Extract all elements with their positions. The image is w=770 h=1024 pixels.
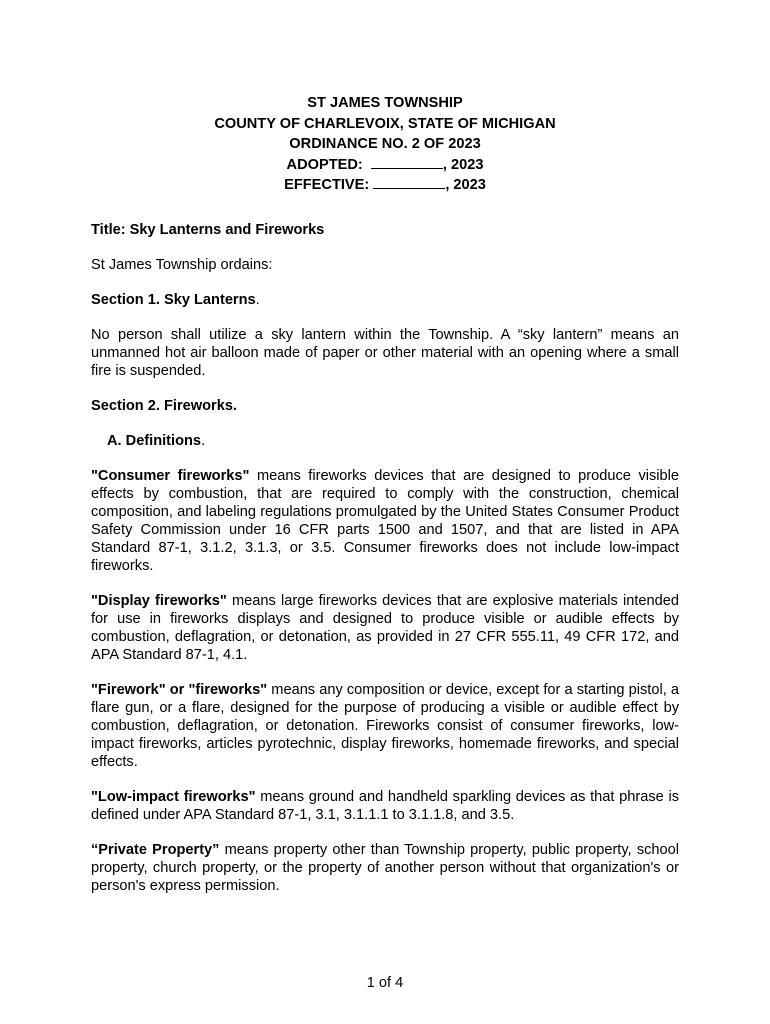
adopted-date-blank bbox=[371, 155, 443, 169]
definition-low-impact-fireworks bbox=[91, 788, 679, 824]
definitions-heading bbox=[91, 432, 679, 450]
definition-fireworks bbox=[91, 681, 679, 771]
effective-label: EFFECTIVE: bbox=[284, 177, 370, 193]
section-2-heading: Section 2. Fireworks. bbox=[91, 398, 237, 414]
definition-display-fireworks bbox=[91, 592, 679, 664]
ordinance-number: ORDINANCE NO. 2 OF 2023 bbox=[289, 136, 481, 152]
ordains-statement: St James Township ordains: bbox=[91, 257, 273, 273]
definitions-title: A. Definitions bbox=[107, 433, 202, 449]
definition-term: “Private Property” bbox=[91, 842, 220, 858]
definition-term: "Low-impact fireworks" bbox=[91, 789, 256, 805]
ordinance-title: Title: Sky Lanterns and Fireworks bbox=[91, 222, 325, 238]
effective-year: , 2023 bbox=[445, 177, 486, 193]
adopted-year: , 2023 bbox=[442, 156, 484, 173]
definition-text: means fireworks devices that are designed to produce visible effects by combustion, that are required to comply with the construction, chemical composition, and labeling regulations promulgated by the United States Consumer Product Safety Commission under 16 CFR parts 1500 and 1507, and that are listed in APA Standard 87-1, 3.1.2, 3.1.3, or 3.5. Consumer fireworks does not include low-impact fireworks. bbox=[91, 468, 680, 574]
section-1-period: . bbox=[255, 292, 260, 308]
section-1-heading bbox=[91, 291, 679, 309]
definition-consumer-fireworks bbox=[91, 467, 679, 575]
definition-term: "Firework" or "fireworks" bbox=[91, 682, 268, 698]
definition-term: "Consumer fireworks" bbox=[91, 468, 250, 484]
definition-private-property bbox=[91, 841, 679, 895]
definition-term: "Display fireworks" bbox=[91, 593, 227, 609]
definition-text: means any composition or device, except for a starting pistol, a flare gun, or a flare, designed for the purpose of producing a visible or audible effect by combustion, deflagration, or detonation. Fireworks consist of consumer fireworks, low-impact fireworks, articles pyrotechnic, display fireworks, homemade fireworks, and special effects. bbox=[91, 682, 679, 770]
adopted-label: ADOPTED: bbox=[286, 156, 363, 173]
section-1-title: Section 1. Sky Lanterns bbox=[91, 292, 256, 308]
section-1-text: No person shall utilize a sky lantern within the Township. A “sky lantern” means an unmanned hot air balloon made of paper or other material with an opening where a small fire is suspended. bbox=[91, 327, 679, 379]
definition-text: means large fireworks devices that are explosive materials intended for use in fireworks displays and designed to produce visible or audible effects by combustion, deflagration, or detonation, as provided in 27 CFR 555.11, 49 CFR 172, and APA Standard 87-1, 4.1. bbox=[91, 593, 679, 663]
ordinance-header bbox=[0, 93, 770, 196]
document-body bbox=[91, 221, 679, 912]
page-number: 1 of 4 bbox=[366, 975, 404, 991]
definitions-period: . bbox=[201, 433, 206, 449]
adopted-line bbox=[0, 155, 770, 176]
definition-text: means property other than Township property, public property, school property, church property, or the property of another person without that organization's or person's express permission. bbox=[91, 842, 679, 894]
effective-line bbox=[0, 175, 770, 196]
township-name: ST JAMES TOWNSHIP bbox=[307, 95, 463, 111]
county-state: COUNTY OF CHARLEVOIX, STATE OF MICHIGAN bbox=[214, 115, 556, 132]
definition-text: means ground and handheld sparkling devices as that phrase is defined under APA Standard 87-1, 3.1, 3.1.1.1 to 3.1.1.8, and 3.5. bbox=[91, 789, 680, 823]
effective-date-blank bbox=[373, 175, 445, 189]
